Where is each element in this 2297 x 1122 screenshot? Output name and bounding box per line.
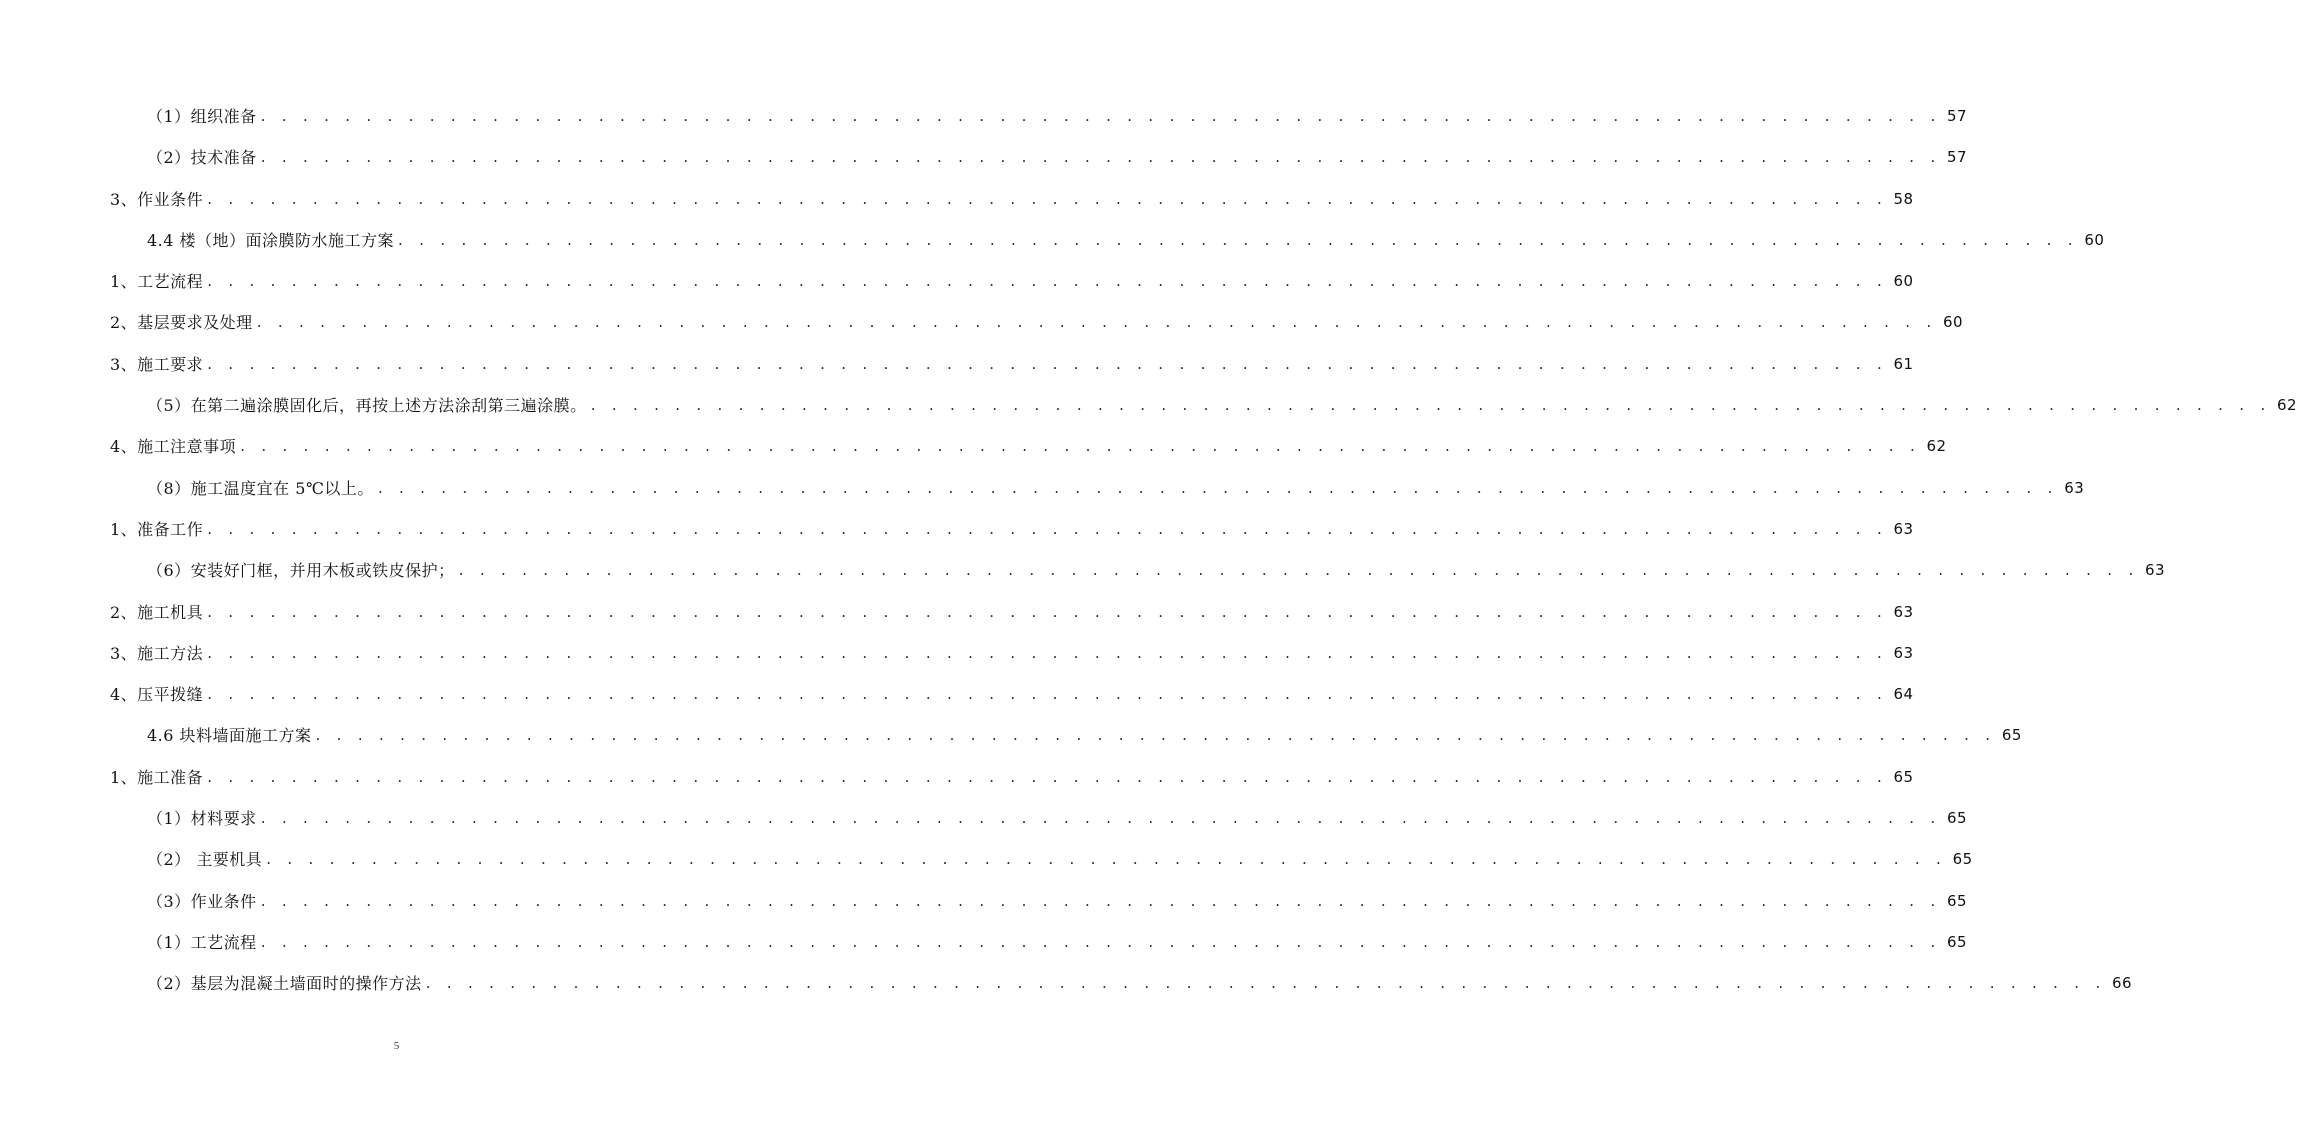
toc-entry[interactable] — [0, 715, 2022, 756]
toc-entry-page-number: 65 — [1947, 809, 1968, 828]
toc-entry-page-number: 63 — [2064, 478, 2085, 497]
toc-entry-line — [147, 137, 1968, 178]
toc-entry[interactable] — [0, 757, 1914, 798]
toc-entry-page-number: 57 — [1947, 107, 1968, 125]
toc-entry-title: 4、压平拨缝 — [110, 685, 204, 705]
toc-entry-title: （2）技术准备 — [147, 148, 257, 168]
toc-entry-title: 3、作业条件 — [110, 189, 204, 209]
toc-dot-leader: . . . . . . . . . . . . . . . . . . . . . . . . . . . . . . . . . . . . . . . . . . . . . . . . . . . . . . . . . . . . . . . . . . . . . . . . . . . . . . . . — [207, 602, 1888, 621]
toc-dot-leader: . . . . . . . . . . . . . . . . . . . . . . . . . . . . . . . . . . . . . . . . . . . . . . . . . . . . . . . . . . . . . . . . . . . . . . . . . . . . . . . . — [207, 643, 1888, 662]
toc-entry-page-number: 62 — [1926, 437, 1947, 456]
toc-entry-title: 1、准备工作 — [110, 519, 204, 539]
toc-entry-title: （1）组织准备 — [147, 107, 257, 126]
toc-entry[interactable] — [0, 509, 1914, 550]
toc-dot-leader: . . . . . . . . . . . . . . . . . . . . . . . . . . . . . . . . . . . . . . . . . . . . . . . . . . . . . . . . . . . . . . . . . . . . . . . . . . . . . . . . — [590, 396, 2272, 415]
toc-entry-title: 1、工艺流程 — [110, 272, 204, 292]
toc-dot-leader: . . . . . . . . . . . . . . . . . . . . . . . . . . . . . . . . . . . . . . . . . . . . . . . . . . . . . . . . . . . . . . . . . . . . . . . . . . . . . . . . — [260, 148, 1942, 167]
toc-entry-page-number: 65 — [1893, 767, 1914, 786]
toc-entry-title: 2、基层要求及处理 — [110, 313, 253, 333]
toc-entry[interactable] — [0, 798, 1968, 839]
toc-entry-page-number: 60 — [2084, 230, 2105, 249]
toc-entry-title: （6）安装好门框，并用木板或铁皮保护； — [147, 561, 455, 581]
toc-entry-line — [147, 550, 2166, 591]
toc-dot-leader: . . . . . . . . . . . . . . . . . . . . . . . . . . . . . . . . . . . . . . . . . . . . . . . . . . . . . . . . . . . . . . . . . . . . . . . . . . . . . . . . — [207, 272, 1888, 291]
toc-entry-page-number: 62 — [2277, 396, 2297, 415]
toc-entry-line — [147, 468, 2085, 509]
toc-entry-page-number: 65 — [1947, 891, 1968, 910]
toc-entry-line — [147, 881, 1968, 922]
toc-dot-leader: . . . . . . . . . . . . . . . . . . . . . . . . . . . . . . . . . . . . . . . . . . . . . . . . . . . . . . . . . . . . . . . . . . . . . . . . . . . . . . . . — [256, 313, 1938, 332]
toc-dot-leader: . . . . . . . . . . . . . . . . . . . . . . . . . . . . . . . . . . . . . . . . . . . . . . . . . . . . . . . . . . . . . . . . . . . . . . . . . . . . . . . . — [260, 932, 1942, 951]
toc-entry[interactable] — [0, 674, 1914, 715]
table-of-contents — [0, 96, 2297, 1005]
toc-entry-line — [147, 220, 2105, 261]
toc-entry[interactable] — [0, 179, 1914, 220]
toc-entry-page-number: 64 — [1893, 685, 1914, 704]
toc-entry-page-number: 63 — [2145, 561, 2166, 580]
toc-entry-page-number: 63 — [1893, 643, 1914, 662]
toc-entry-line — [110, 757, 1914, 798]
toc-dot-leader: . . . . . . . . . . . . . . . . . . . . . . . . . . . . . . . . . . . . . . . . . . . . . . . . . . . . . . . . . . . . . . . . . . . . . . . . . . . . . . . . — [266, 850, 1947, 869]
toc-entry-title: 2、施工机具 — [110, 602, 204, 622]
toc-entry-title: 3、施工方法 — [110, 643, 204, 663]
toc-entry-page-number: 60 — [1893, 272, 1914, 291]
toc-entry[interactable] — [0, 96, 1968, 137]
toc-dot-leader: . . . . . . . . . . . . . . . . . . . . . . . . . . . . . . . . . . . . . . . . . . . . . . . . . . . . . . . . . . . . . . . . . . . . . . . . . . . . . . . . — [207, 354, 1888, 373]
toc-entry-page-number: 60 — [1943, 313, 1964, 332]
toc-entry[interactable] — [0, 385, 2297, 426]
toc-entry-line — [110, 302, 1964, 343]
page-number: 5 — [393, 1040, 400, 1052]
toc-dot-leader: . . . . . . . . . . . . . . . . . . . . . . . . . . . . . . . . . . . . . . . . . . . . . . . . . . . . . . . . . . . . . . . . . . . . . . . . . . . . . . . . — [315, 726, 1996, 745]
toc-entry[interactable] — [0, 137, 1968, 178]
toc-entry-page-number: 63 — [1893, 519, 1914, 538]
toc-entry-title: （5）在第二遍涂膜固化后，再按上述方法涂刮第三遍涂膜。 — [147, 396, 587, 416]
toc-entry-page-number: 57 — [1947, 148, 1968, 167]
toc-entry-line — [110, 344, 1914, 385]
toc-entry[interactable] — [0, 922, 1968, 963]
toc-dot-leader: . . . . . . . . . . . . . . . . . . . . . . . . . . . . . . . . . . . . . . . . . . . . . . . . . . . . . . . . . . . . . . . . . . . . . . . . . . . . . . . . — [207, 519, 1888, 538]
toc-entry[interactable] — [0, 633, 1914, 674]
toc-entry-page-number: 61 — [1893, 354, 1914, 373]
toc-entry-title: 1、施工准备 — [110, 767, 204, 787]
toc-entry[interactable] — [0, 261, 1914, 302]
toc-dot-leader: . . . . . . . . . . . . . . . . . . . . . . . . . . . . . . . . . . . . . . . . . . . . . . . . . . . . . . . . . . . . . . . . . . . . . . . . . . . . . . . . — [207, 685, 1888, 704]
toc-entry[interactable] — [0, 839, 1973, 880]
toc-entry-line — [110, 261, 1914, 302]
toc-entry-page-number: 58 — [1893, 189, 1914, 208]
toc-entry-line — [110, 674, 1914, 715]
toc-entry[interactable] — [0, 220, 2105, 261]
toc-entry-title: （8）施工温度宜在 5℃以上。 — [147, 478, 374, 498]
toc-entry-line — [147, 963, 2133, 1004]
toc-entry-page-number: 63 — [1893, 602, 1914, 621]
toc-entry[interactable] — [0, 344, 1914, 385]
toc-dot-leader: . . . . . . . . . . . . . . . . . . . . . . . . . . . . . . . . . . . . . . . . . . . . . . . . . . . . . . . . . . . . . . . . . . . . . . . . . . . . . . . . — [458, 561, 2140, 580]
toc-entry[interactable] — [0, 468, 2085, 509]
toc-entry-title: 4.6 块料墙面施工方案 — [147, 726, 312, 746]
toc-entry-line — [147, 839, 1973, 880]
toc-entry[interactable] — [0, 426, 1947, 467]
toc-dot-leader: . . . . . . . . . . . . . . . . . . . . . . . . . . . . . . . . . . . . . . . . . . . . . . . . . . . . . . . . . . . . . . . . . . . . . . . . . . . . . . . . — [207, 189, 1888, 208]
toc-entry-line — [110, 592, 1914, 633]
toc-dot-leader: . . . . . . . . . . . . . . . . . . . . . . . . . . . . . . . . . . . . . . . . . . . . . . . . . . . . . . . . . . . . . . . . . . . . . . . . . . . . . . . . — [240, 437, 1921, 456]
toc-dot-leader: . . . . . . . . . . . . . . . . . . . . . . . . . . . . . . . . . . . . . . . . . . . . . . . . . . . . . . . . . . . . . . . . . . . . . . . . . . . . . . . . — [377, 478, 2059, 497]
toc-dot-leader: . . . . . . . . . . . . . . . . . . . . . . . . . . . . . . . . . . . . . . . . . . . . . . . . . . . . . . . . . . . . . . . . . . . . . . . . . . . . . . . . — [425, 974, 2107, 993]
toc-dot-leader: . . . . . . . . . . . . . . . . . . . . . . . . . . . . . . . . . . . . . . . . . . . . . . . . . . . . . . . . . . . . . . . . . . . . . . . . . . . . . . . . — [260, 809, 1942, 828]
toc-entry[interactable] — [0, 550, 2166, 591]
toc-entry-line — [110, 179, 1914, 220]
toc-entry-line — [147, 385, 2297, 426]
toc-entry-title: （1）材料要求 — [147, 809, 257, 829]
toc-entry-line — [110, 633, 1914, 674]
toc-dot-leader: . . . . . . . . . . . . . . . . . . . . . . . . . . . . . . . . . . . . . . . . . . . . . . . . . . . . . . . . . . . . . . . . . . . . . . . . . . . . . . . . — [207, 767, 1888, 786]
toc-entry-page-number: 65 — [1947, 932, 1968, 951]
toc-entry-title: 4、施工注意事项 — [110, 437, 237, 457]
toc-entry-title: （2） 主要机具 — [147, 850, 263, 870]
toc-entry-title: （2）基层为混凝土墙面时的操作方法 — [147, 974, 422, 994]
toc-entry-line — [147, 922, 1968, 963]
toc-entry-line — [110, 509, 1914, 550]
toc-entry-page-number: 66 — [2112, 974, 2133, 993]
toc-entry-title: 3、施工要求 — [110, 354, 204, 374]
toc-entry-line — [110, 426, 1947, 467]
toc-entry-page-number: 65 — [1952, 850, 1973, 869]
toc-entry-page-number: 65 — [2001, 726, 2022, 745]
toc-entry[interactable] — [0, 881, 1968, 922]
toc-dot-leader: . . . . . . . . . . . . . . . . . . . . . . . . . . . . . . . . . . . . . . . . . . . . . . . . . . . . . . . . . . . . . . . . . . . . . . . . . . . . . . . . — [260, 891, 1942, 910]
toc-entry[interactable] — [0, 592, 1914, 633]
toc-entry-line — [147, 798, 1968, 839]
toc-dot-leader: . . . . . . . . . . . . . . . . . . . . . . . . . . . . . . . . . . . . . . . . . . . . . . . . . . . . . . . . . . . . . . . . . . . . . . . . . . . . . . . . — [398, 230, 2079, 249]
toc-entry[interactable] — [0, 963, 2133, 1004]
toc-entry-title: 4.4 楼（地）面涂膜防水施工方案 — [147, 230, 395, 250]
toc-entry-title: （3）作业条件 — [147, 891, 257, 911]
toc-entry[interactable] — [0, 302, 1964, 343]
toc-entry-line — [147, 96, 1968, 137]
toc-entry-line — [147, 715, 2022, 756]
toc-entry-title: （1）工艺流程 — [147, 932, 257, 952]
toc-dot-leader: . . . . . . . . . . . . . . . . . . . . . . . . . . . . . . . . . . . . . . . . . . . . . . . . . . . . . . . . . . . . . . . . . . . . . . . . . . . . . . . . — [260, 107, 1942, 125]
